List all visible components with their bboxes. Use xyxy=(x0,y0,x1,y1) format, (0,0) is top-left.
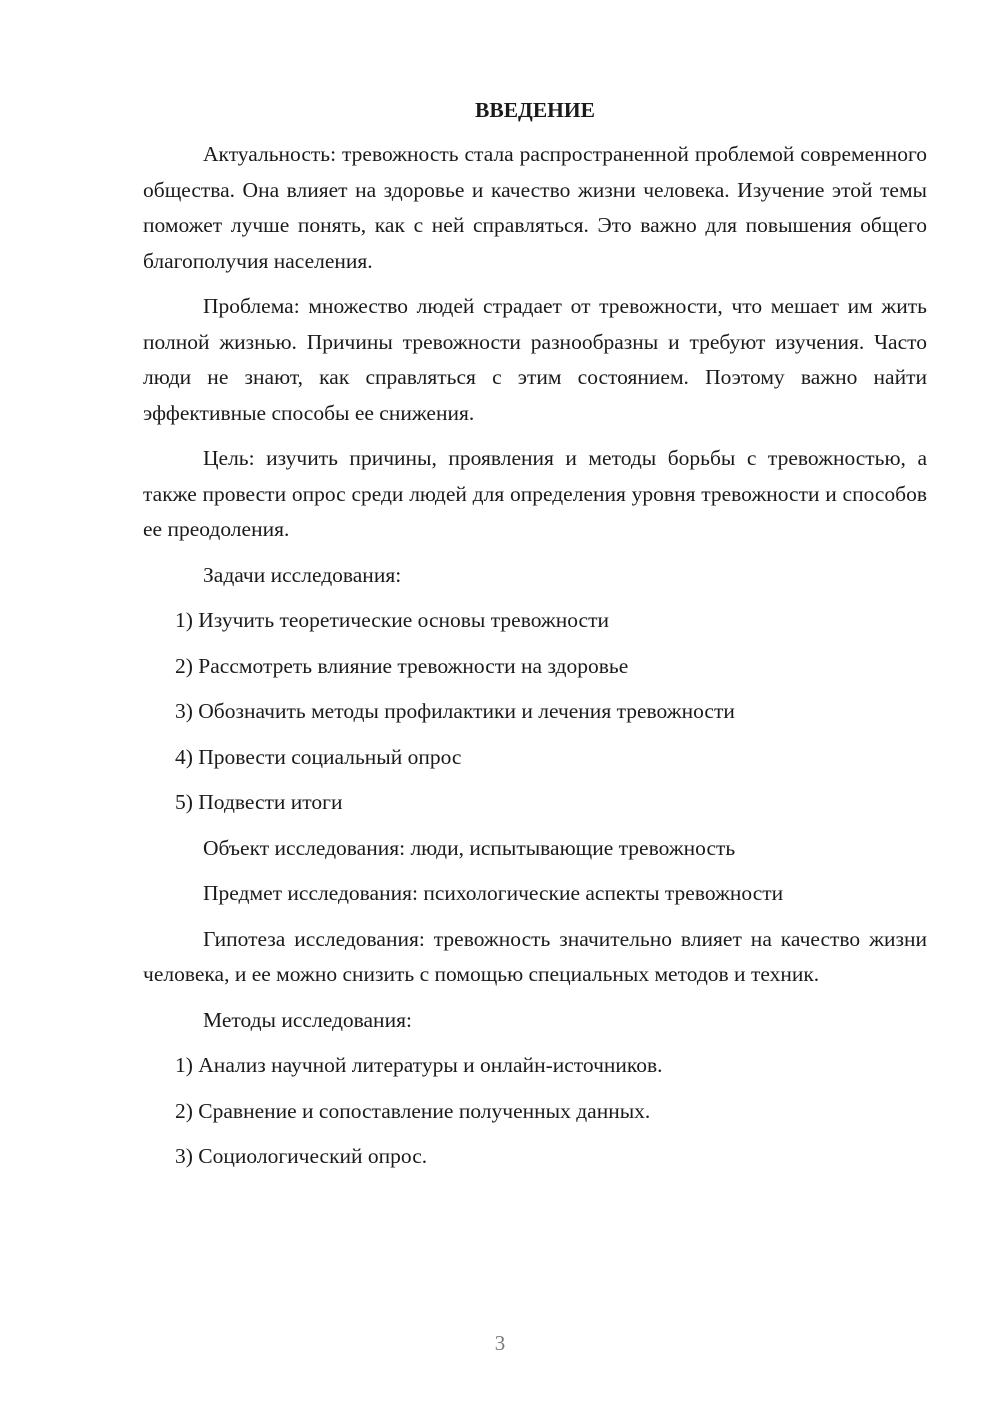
list-item: 3) Обозначить методы профилактики и лечения тревожности xyxy=(175,699,735,723)
page-number: 3 xyxy=(494,1331,506,1355)
list-item: 3) Социологический опрос. xyxy=(175,1144,428,1168)
list-item: 5) Подвести итоги xyxy=(175,790,343,814)
object-line: Объект исследования: люди, испытывающие тревожность xyxy=(203,835,736,860)
list-item: 2) Сравнение и сопоставление полученных данных. xyxy=(175,1098,651,1123)
hypothesis-paragraph: Гипотеза исследования: тревожность значительно влияет на качество жизни человека, и ее можно снизить с помощью специальных методов и техник. xyxy=(143,926,927,986)
goal-paragraph: Цель: изучить причины, проявления и методы борьбы с тревожностью, а также провести опрос среди людей для определения уровня тревожности и способов ее преодоления. xyxy=(143,446,927,541)
tasks-title: Задачи исследования: xyxy=(203,562,402,587)
subject-line: Предмет исследования: психологические аспекты тревожности xyxy=(203,881,784,905)
methods-title: Методы исследования: xyxy=(203,1007,412,1032)
section-heading: ВВЕДЕНИЕ xyxy=(475,98,595,122)
page-content xyxy=(143,93,927,1185)
list-item: 4) Провести социальный опрос xyxy=(175,744,462,769)
methods-list xyxy=(143,1048,927,1175)
list-item: 1) Изучить теоретические основы тревожности xyxy=(175,608,609,632)
list-item: 1) Анализ научной литературы и онлайн-источников. xyxy=(175,1053,663,1077)
problem-paragraph: Проблема: множество людей страдает от тревожности, что мешает им жить полной жизнью. Причины тревожности разнообразны и требуют изучения. Часто люди не знают, как справляться с этим состоянием. Поэтому важно найти эффективные способы ее снижения. xyxy=(143,294,927,425)
relevance-paragraph: Актуальность: тревожность стала распространенной проблемой современного общества. Она влияет на здоровье и качество жизни человека. Изучение этой темы поможет лучше понять, как с ней справляться. Это важно для повышения общего благополучия населения. xyxy=(143,142,927,273)
list-item: 2) Рассмотреть влияние тревожности на здоровье xyxy=(175,653,629,678)
tasks-list xyxy=(143,603,927,821)
